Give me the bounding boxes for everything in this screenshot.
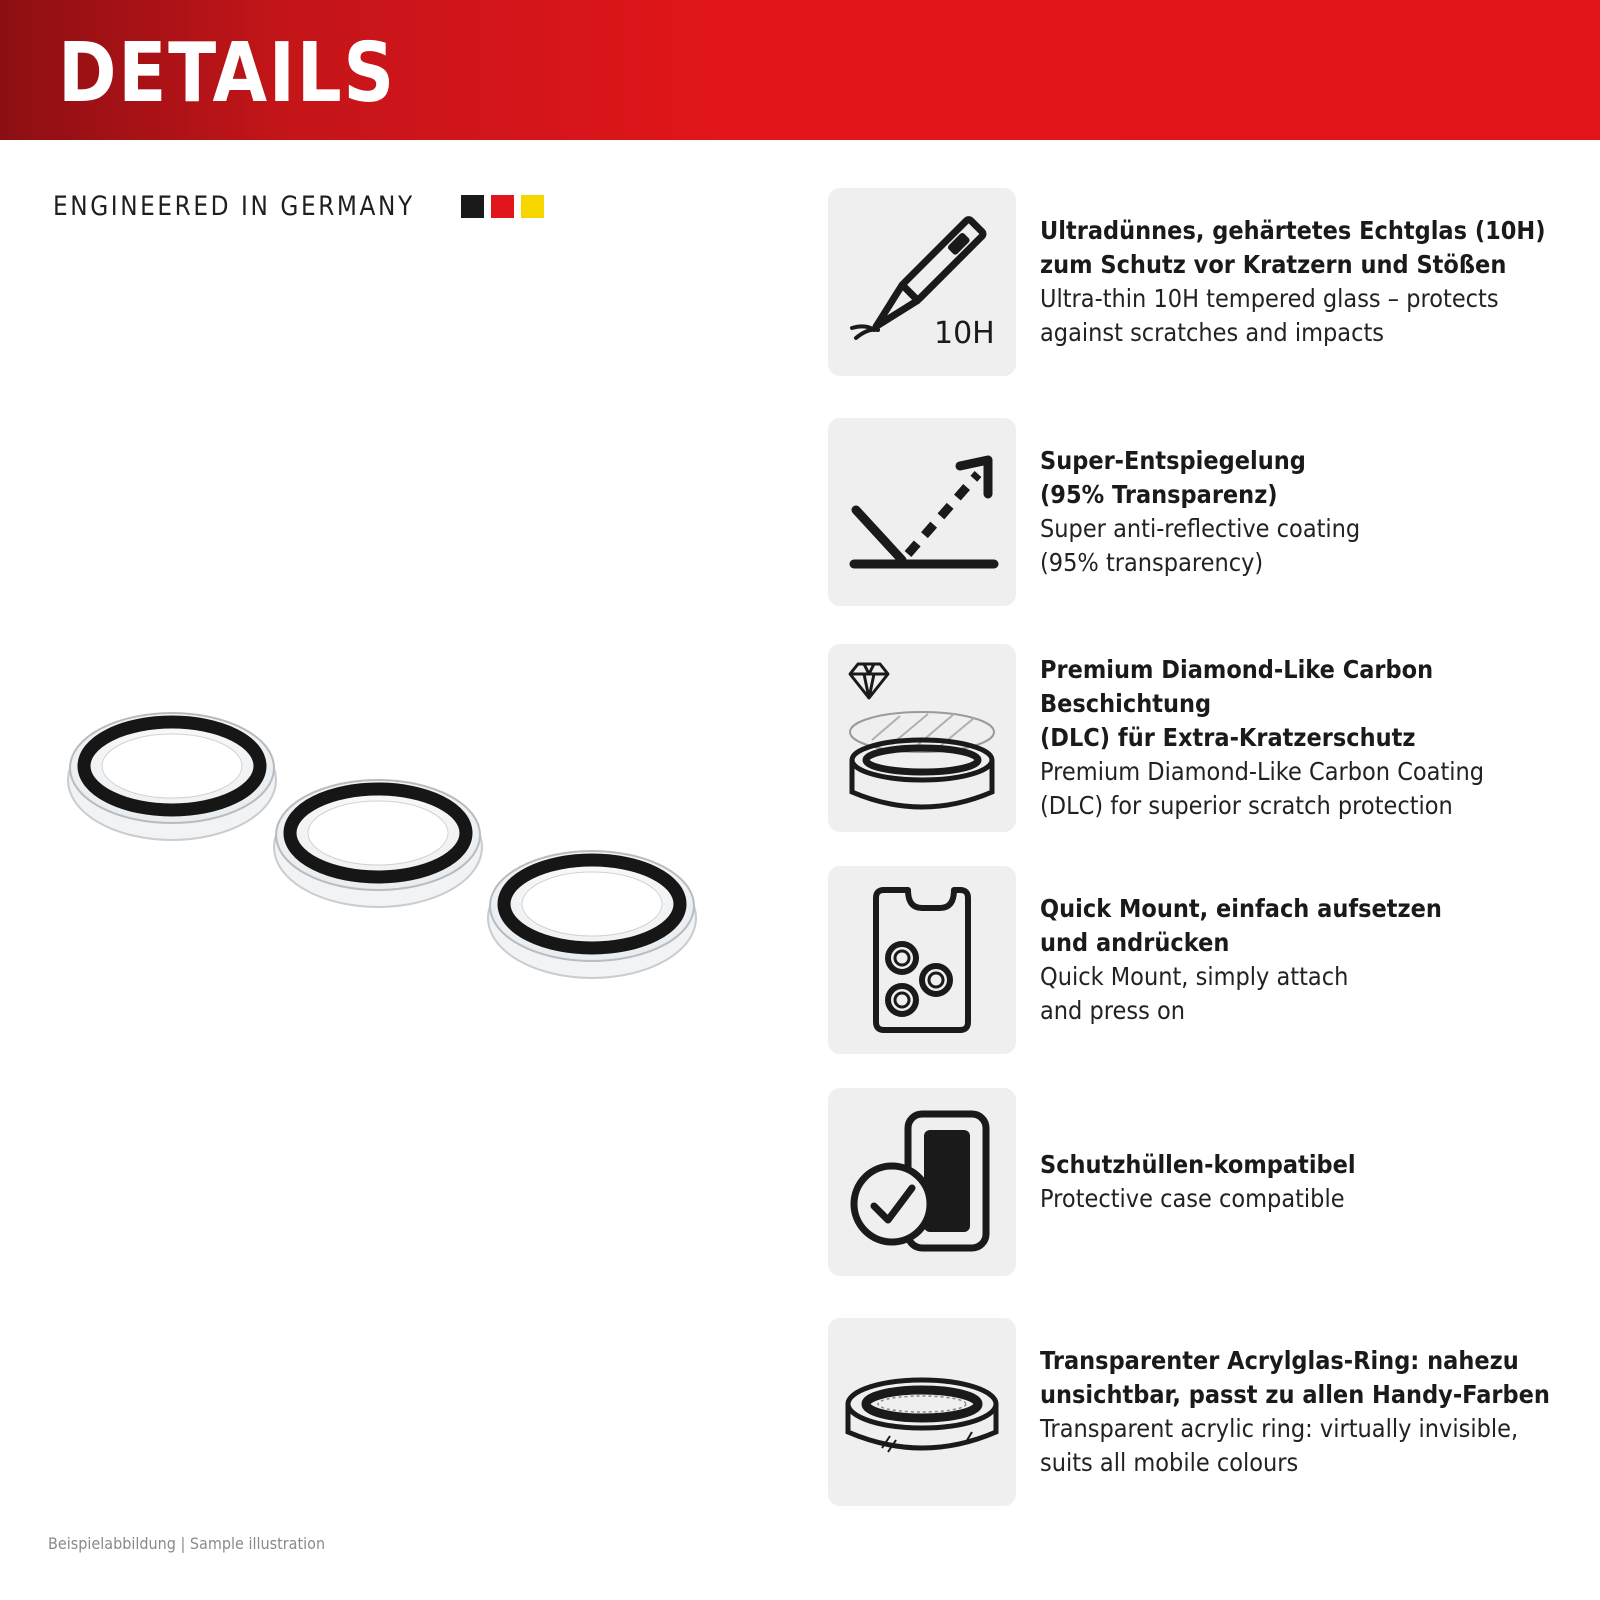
flag-red-square xyxy=(491,195,514,218)
german-flag-icon xyxy=(461,195,544,218)
feature-tempered-glass xyxy=(828,188,1568,376)
feature-title-de: Quick Mount, einfach aufsetzen und andrücken xyxy=(1040,894,1442,957)
feature-text xyxy=(1040,1088,1580,1276)
tagline-text: ENGINEERED IN GERMANY xyxy=(53,190,415,222)
scalpel-10h-icon xyxy=(828,188,1016,376)
flag-black-square xyxy=(461,195,484,218)
flag-gold-square xyxy=(521,195,544,218)
feature-text-en: Premium Diamond-Like Carbon Coating (DLC) for superior scratch protection xyxy=(1040,757,1485,820)
feature-title-de: Ultradünnes, gehärtetes Echtglas (10H) zum Schutz vor Kratzern und Stößen xyxy=(1040,216,1546,279)
feature-title-de: Schutzhüllen-kompatibel xyxy=(1040,1150,1356,1179)
header-banner xyxy=(0,0,1600,140)
feature-text-en: Protective case compatible xyxy=(1040,1184,1345,1213)
feature-text xyxy=(1040,644,1580,832)
feature-acrylic-ring xyxy=(828,1318,1568,1506)
feature-case-compatible xyxy=(828,1088,1568,1276)
feature-title-de: Super-Entspiegelung (95% Transparenz) xyxy=(1040,446,1306,509)
case-compatible-check-icon xyxy=(828,1088,1016,1276)
icon-10h-label: 10H xyxy=(934,316,995,351)
acrylic-ring-icon xyxy=(828,1318,1016,1506)
feature-title-de: Transparenter Acrylglas-Ring: nahezu unsichtbar, passt zu allen Handy-Farben xyxy=(1040,1346,1550,1409)
anti-reflection-icon xyxy=(828,418,1016,606)
footnote: Beispielabbildung | Sample illustration xyxy=(48,1534,326,1553)
lens-ring-1 xyxy=(68,713,276,840)
page-title: DETAILS xyxy=(58,26,396,121)
lens-rings-illustration xyxy=(40,690,740,1030)
lens-ring-2 xyxy=(274,780,482,907)
feature-text xyxy=(1040,188,1580,376)
feature-anti-reflective xyxy=(828,418,1568,606)
phone-camera-mount-icon xyxy=(828,866,1016,1054)
feature-text xyxy=(1040,1318,1580,1506)
feature-text-en: Ultra-thin 10H tempered glass – protects against scratches and impacts xyxy=(1040,284,1499,347)
feature-text xyxy=(1040,866,1580,1054)
feature-dlc-coating xyxy=(828,644,1568,832)
feature-text-en: Super anti-reflective coating (95% transparency) xyxy=(1040,514,1361,577)
feature-text-en: Transparent acrylic ring: virtually invisible, suits all mobile colours xyxy=(1040,1414,1519,1477)
feature-title-de: Premium Diamond-Like Carbon Beschichtung (DLC) für Extra-Kratzerschutz xyxy=(1040,655,1434,752)
lens-ring-3 xyxy=(488,851,696,978)
diamond-coating-icon xyxy=(828,644,1016,832)
feature-quick-mount xyxy=(828,866,1568,1054)
feature-text-en: Quick Mount, simply attach and press on xyxy=(1040,962,1349,1025)
feature-text xyxy=(1040,418,1580,606)
tagline xyxy=(53,190,544,222)
product-image xyxy=(40,690,740,1030)
